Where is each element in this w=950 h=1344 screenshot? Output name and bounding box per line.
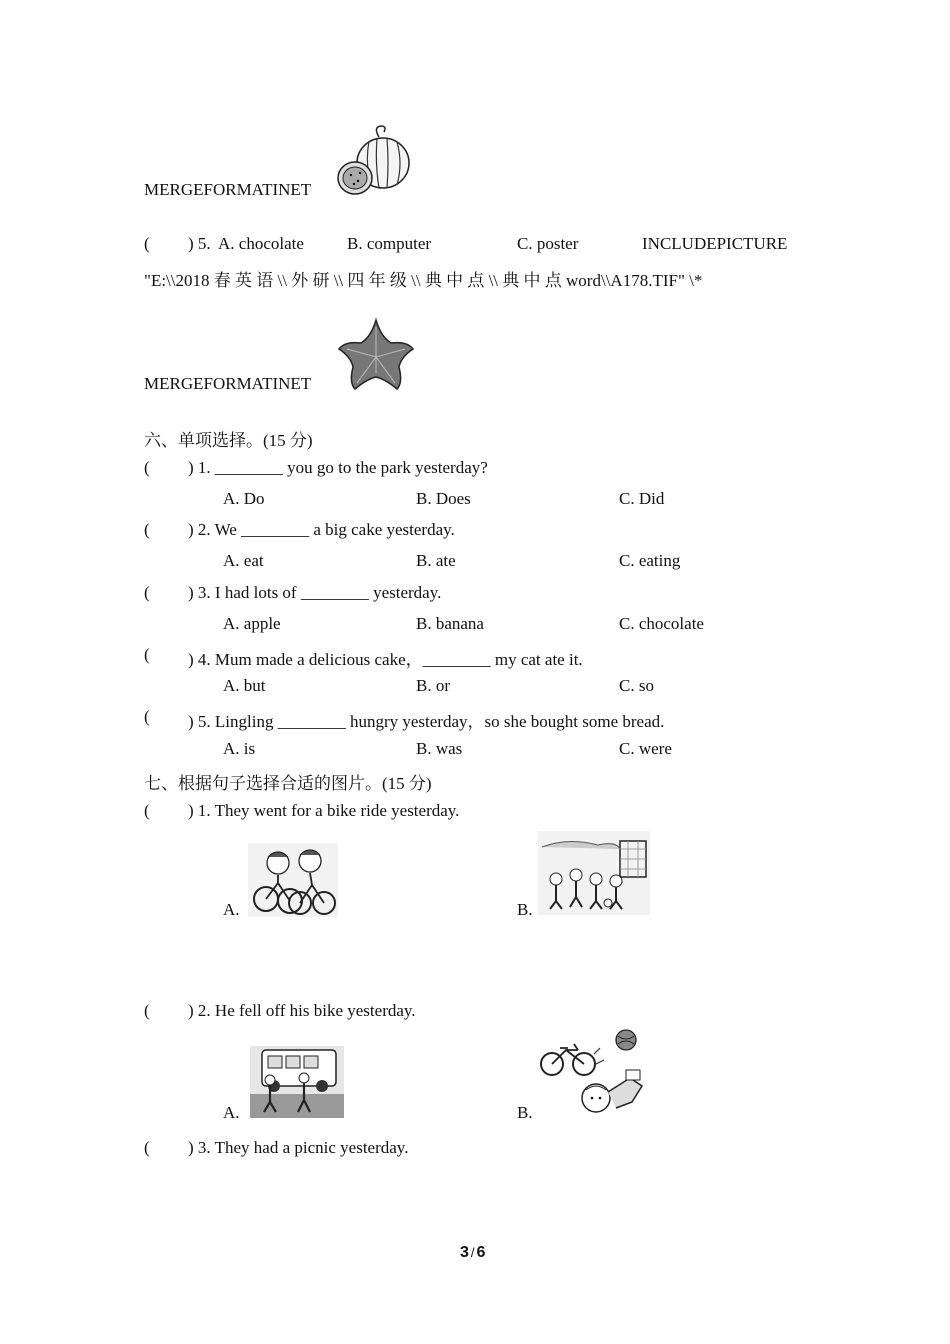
q-stem: ) 1. They went for a bike ride yesterday.: [188, 801, 460, 820]
star-picture: [337, 317, 415, 391]
page-number: 3: [460, 1244, 469, 1261]
bus-picture: [250, 1046, 344, 1118]
option-b-label: B.: [517, 900, 533, 919]
option-b: B. banana: [416, 614, 484, 633]
q-stem: ) 2. He fell off his bike yesterday.: [188, 1001, 416, 1020]
merge-text-1: MERGEFORMATINET: [144, 180, 312, 199]
q-paren: (: [144, 1138, 150, 1157]
q-stem: ) 3. They had a picnic yesterday.: [188, 1138, 409, 1157]
q5-stem: ) 5.: [188, 234, 211, 253]
q-stem: ) 4. Mum made a delicious cake，________ my cat ate it.: [188, 650, 583, 669]
football-picture: [538, 831, 650, 915]
page-separator: /: [470, 1245, 475, 1260]
q5-option-a: A. chocolate: [218, 234, 304, 253]
q-paren: (: [144, 458, 150, 477]
option-c: C. were: [619, 739, 672, 758]
q5-option-c: C. poster: [517, 234, 579, 253]
option-a-label: A.: [223, 1103, 240, 1122]
q-paren: (: [144, 583, 150, 602]
option-a: A. eat: [223, 551, 264, 570]
option-b: B. Does: [416, 489, 471, 508]
include-path-line: "E:\\2018 春 英 语 \\ 外 研 \\ 四 年 级 \\ 典 中 点 \\ 典 中 点 word\\A178.TIF" \*: [144, 271, 703, 290]
q-paren: (: [144, 707, 150, 726]
merge-text-2: MERGEFORMATINET: [144, 374, 312, 393]
q-paren: (: [144, 645, 150, 664]
option-a: A. apple: [223, 614, 281, 633]
option-c: C. so: [619, 676, 654, 695]
include-picture-field: INCLUDEPICTURE: [642, 234, 788, 253]
option-b: B. ate: [416, 551, 456, 570]
q5-paren: (: [144, 234, 150, 253]
page-indicator: [460, 1244, 485, 1262]
q-stem: ) 2. We ________ a big cake yesterday.: [188, 520, 455, 539]
q-paren: (: [144, 1001, 150, 1020]
q5-option-b: B. computer: [347, 234, 432, 253]
option-b: B. was: [416, 739, 463, 758]
option-a: A. Do: [223, 489, 265, 508]
option-b-label: B.: [517, 1103, 533, 1122]
q-stem: ) 3. I had lots of ________ yesterday.: [188, 583, 442, 602]
option-a: A. but: [223, 676, 266, 695]
section6-heading: 六、单项选择。(15 分): [144, 431, 313, 450]
option-c: C. chocolate: [619, 614, 704, 633]
option-a: A. is: [223, 739, 256, 758]
bike-ride-picture: [248, 843, 338, 917]
option-b: B. or: [416, 676, 450, 695]
watermelon-picture: [335, 123, 413, 197]
q-paren: (: [144, 520, 150, 539]
q-stem: ) 5. Lingling ________ hungry yesterday，so she bought some bread.: [188, 712, 665, 731]
q-paren: (: [144, 801, 150, 820]
option-c: C. Did: [619, 489, 665, 508]
section7-heading: 七、根据句子选择合适的图片。(15 分): [144, 774, 432, 793]
fell-off-bike-picture: [538, 1026, 648, 1120]
q-stem: ) 1. ________ you go to the park yesterday?: [188, 458, 488, 477]
option-c: C. eating: [619, 551, 681, 570]
option-a-label: A.: [223, 900, 240, 919]
page-total: 6: [476, 1244, 486, 1261]
